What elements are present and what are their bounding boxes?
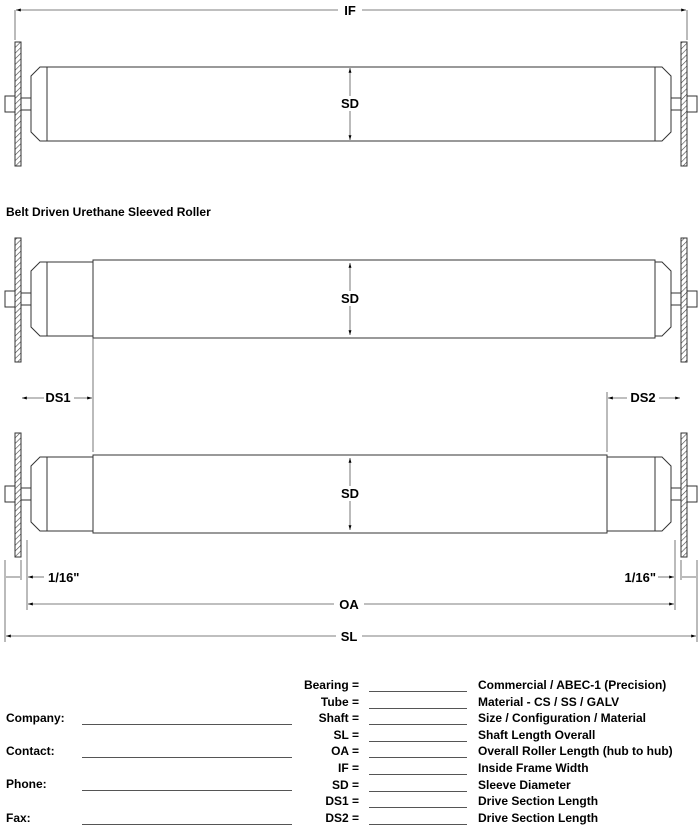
contact-label: Contact: bbox=[6, 744, 55, 758]
company-field[interactable] bbox=[82, 724, 292, 725]
spec-description: Drive Section Length bbox=[478, 810, 599, 825]
spec-value-field[interactable] bbox=[369, 757, 467, 758]
spec-key: SL = bbox=[333, 727, 359, 742]
spec-value-field[interactable] bbox=[369, 741, 467, 742]
gap-left-label: 1/16" bbox=[48, 570, 80, 585]
ds1-label: DS1 bbox=[45, 390, 71, 405]
phone-label: Phone: bbox=[6, 777, 47, 791]
fax-field[interactable] bbox=[82, 824, 292, 825]
right-frame bbox=[681, 42, 687, 166]
sl-label: SL bbox=[340, 629, 358, 644]
spec-value-field[interactable] bbox=[369, 807, 467, 808]
oa-label: OA bbox=[339, 597, 359, 612]
spec-value-field[interactable] bbox=[369, 724, 467, 725]
sd-label-bottom: SD bbox=[340, 486, 360, 501]
spec-description: Sleeve Diameter bbox=[478, 777, 571, 792]
spec-description: Commercial / ABEC-1 (Precision) bbox=[478, 678, 667, 692]
spec-value-field[interactable] bbox=[369, 824, 467, 825]
spec-value-field[interactable] bbox=[369, 791, 467, 792]
spec-value-field[interactable] bbox=[369, 774, 467, 775]
left-frame bbox=[15, 42, 21, 166]
spec-description: Size / Configuration / Material bbox=[478, 711, 647, 726]
fax-label: Fax: bbox=[6, 811, 31, 825]
phone-field[interactable] bbox=[82, 790, 292, 791]
spec-key: OA = bbox=[331, 744, 359, 759]
spec-description: Overall Roller Length (hub to hub) bbox=[478, 744, 673, 759]
company-label: Company: bbox=[6, 711, 65, 725]
sd-label-mid: SD bbox=[340, 291, 360, 306]
spec-key: Bearing = bbox=[303, 678, 359, 692]
spec-description: Shaft Length Overall bbox=[478, 727, 596, 742]
spec-key: DS1 = bbox=[325, 794, 359, 809]
spec-value-field[interactable] bbox=[369, 691, 467, 692]
spec-description: Drive Section Length bbox=[478, 794, 599, 809]
contact-field[interactable] bbox=[82, 757, 292, 758]
spec-description: Material - CS / SS / GALV bbox=[478, 694, 620, 709]
spec-value-field[interactable] bbox=[369, 708, 467, 709]
ds2-label: DS2 bbox=[630, 390, 656, 405]
spec-key: SD = bbox=[331, 777, 359, 792]
spec-description: Inside Frame Width bbox=[478, 761, 589, 775]
diagram-caption: Belt Driven Urethane Sleeved Roller bbox=[6, 205, 211, 219]
spec-key: Shaft = bbox=[318, 711, 359, 726]
if-label: IF bbox=[344, 3, 356, 18]
spec-key: Tube = bbox=[320, 694, 359, 709]
gap-right-label: 1/16" bbox=[624, 570, 656, 585]
spec-key: DS2 = bbox=[325, 810, 359, 825]
spec-key: IF = bbox=[337, 761, 359, 775]
sd-label-top: SD bbox=[340, 96, 360, 111]
